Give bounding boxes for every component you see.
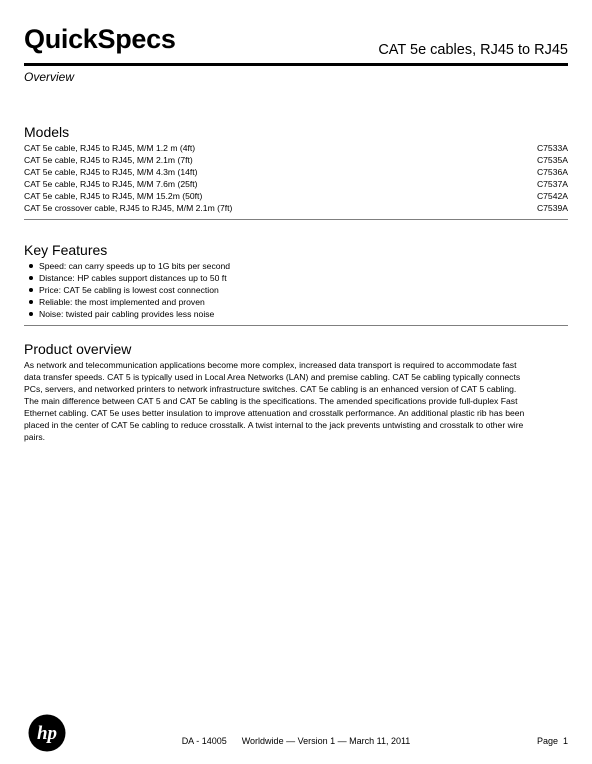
model-row: [24, 178, 568, 190]
model-part-number: C7535A: [536, 155, 568, 165]
feature-text: Distance: HP cables support distances up to 50 ft: [39, 273, 227, 283]
document-title: CAT 5e cables, RJ45 to RJ45: [378, 42, 568, 58]
bullet-icon: [29, 276, 33, 280]
features-list: [24, 260, 568, 320]
overview-paragraph: [24, 359, 568, 443]
features-rule: [24, 325, 568, 326]
page-number: Page 1: [536, 736, 568, 746]
model-name: CAT 5e cable, RJ45 to RJ45, M/M 7.6m (25ft): [24, 179, 198, 189]
features-heading: Key Features: [24, 242, 108, 258]
feature-item: [24, 272, 568, 284]
bullet-icon: [29, 312, 33, 316]
overview-line: Ethernet cabling. CAT 5e uses better insulation to improve attenuation and crosstalk performance. An additional plastic rib has been: [24, 408, 525, 418]
model-name: CAT 5e cable, RJ45 to RJ45, M/M 15.2m (50ft): [24, 191, 203, 201]
footer-info: DA - 14005 Worldwide — Version 1 — March 11, 2011: [181, 736, 411, 746]
model-row: [24, 154, 568, 166]
overview-line: PCs, servers, and networked printers to network infrastructure switches. CAT 5e cabling is an enhanced version of CAT 5 cabling.: [24, 384, 517, 394]
bullet-icon: [29, 288, 33, 292]
model-row: [24, 202, 568, 214]
feature-text: Reliable: the most implemented and proven: [39, 297, 205, 307]
overview-section: [24, 342, 568, 443]
overview-line: The main difference between CAT 5 and CAT 5e cabling is the specifications. The amended specifications provide full-duplex Fast: [24, 396, 518, 406]
model-row: [24, 190, 568, 202]
overview-line: As network and telecommunication applications become more complex, increased data transport is required to accommodate fast: [24, 360, 517, 370]
models-section: [24, 125, 568, 220]
bullet-icon: [29, 300, 33, 304]
model-name: CAT 5e crossover cable, RJ45 to RJ45, M/M 2.1m (7ft): [24, 203, 233, 213]
hp-logo: [28, 714, 66, 752]
brand-title: QuickSpecs: [24, 24, 176, 54]
model-name: CAT 5e cable, RJ45 to RJ45, M/M 4.3m (14ft): [24, 167, 198, 177]
model-row: [24, 166, 568, 178]
model-name: CAT 5e cable, RJ45 to RJ45, M/M 1.2 m (4ft): [24, 143, 196, 153]
model-part-number: C7537A: [536, 179, 568, 189]
bullet-icon: [29, 264, 33, 268]
model-part-number: C7542A: [536, 191, 568, 201]
model-row: [24, 142, 568, 154]
feature-text: Speed: can carry speeds up to 1G bits per second: [39, 261, 231, 271]
overview-line: placed in the center of CAT 5e cabling to reduce crosstalk. A twist internal to the jack prevents untwisting and crosstalk to other wire: [24, 420, 524, 430]
features-section: [24, 243, 568, 326]
feature-item: [24, 308, 568, 320]
overview-line: pairs.: [24, 432, 46, 442]
section-subhead: Overview: [24, 70, 75, 84]
model-part-number: C7536A: [536, 167, 568, 177]
overview-heading: Product overview: [24, 341, 132, 357]
feature-item: [24, 284, 568, 296]
hp-logo-text: hp: [36, 723, 58, 744]
feature-item: [24, 296, 568, 308]
feature-text: Price: CAT 5e cabling is lowest cost connection: [39, 285, 219, 295]
feature-text: Noise: twisted pair cabling provides less noise: [39, 309, 215, 319]
models-heading: Models: [24, 124, 70, 140]
feature-item: [24, 260, 568, 272]
model-part-number: C7539A: [536, 203, 568, 213]
models-rule: [24, 219, 568, 220]
models-list: [24, 142, 568, 214]
header-rule: [24, 63, 568, 66]
model-name: CAT 5e cable, RJ45 to RJ45, M/M 2.1m (7ft): [24, 155, 193, 165]
model-part-number: C7533A: [536, 143, 568, 153]
overview-line: data transfer speeds. CAT 5 is typically used in Local Area Networks (LAN) and premise cabling. CAT 5e cabling typically connects: [24, 372, 521, 382]
